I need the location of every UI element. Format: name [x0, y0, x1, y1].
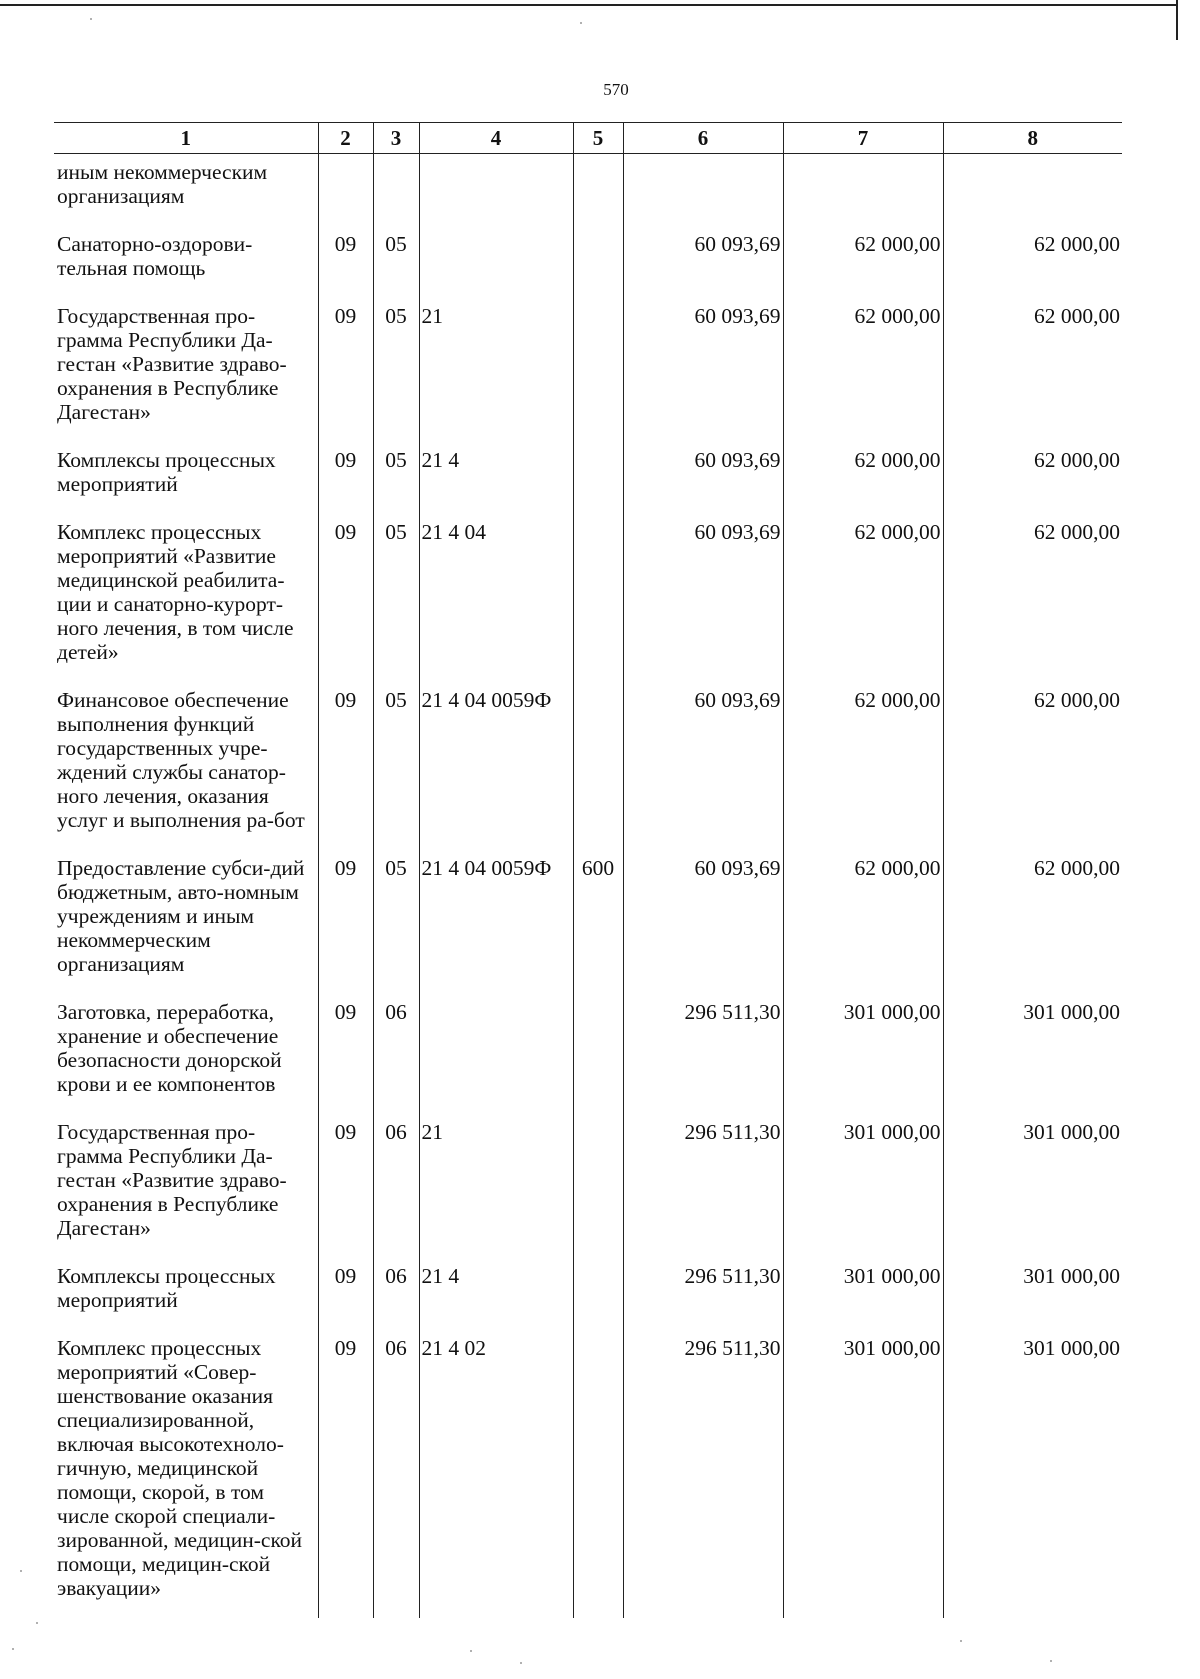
scan-speck: [470, 1650, 472, 1652]
column-header-2: 2: [318, 123, 373, 154]
page-number: 570: [603, 80, 629, 99]
cell-subsection: 05: [373, 222, 419, 294]
cell-amount-7: 62 000,00: [783, 678, 943, 846]
table-header: [54, 123, 1122, 154]
cell-subsection: 05: [373, 510, 419, 678]
cell-subsection: [373, 154, 419, 223]
table-row: [54, 154, 1122, 223]
cell-subsection: 06: [373, 1254, 419, 1326]
cell-amount-6: [623, 154, 783, 223]
row-title: Государственная про-грамма Республики Да-гестан «Развитие здраво-охранения в Республике Дагестан»: [57, 1120, 287, 1240]
cell-amount-8: 301 000,00: [943, 1326, 1122, 1618]
column-header-3: 3: [373, 123, 419, 154]
scan-speck: [960, 1640, 962, 1642]
scan-speck: [1050, 1660, 1052, 1662]
cell-subsection: 05: [373, 438, 419, 510]
cell-section: 09: [318, 222, 373, 294]
cell-section: 09: [318, 1110, 373, 1254]
table-row: [54, 294, 1122, 438]
row-title: Комплекс процессных мероприятий «Совер-шенствование оказания специализированной, включая высокотехноло-гичную, медицинской помощи, скорой, в том числе скорой специали-зированной, медицин-ской помощи, медицин-ской эвакуации»: [57, 1336, 303, 1600]
cell-target-code: 21 4: [419, 1254, 573, 1326]
scan-speck: [20, 1570, 22, 1572]
cell-section: [318, 154, 373, 223]
scan-edge-right: [1176, 0, 1178, 40]
cell-amount-6: 296 511,30: [623, 1326, 783, 1618]
cell-target-code: [419, 222, 573, 294]
scan-speck: [520, 1662, 522, 1664]
cell-amount-6: 296 511,30: [623, 1254, 783, 1326]
table-row: [54, 1110, 1122, 1254]
cell-expense-type: 600: [573, 846, 623, 990]
cell-amount-7: 62 000,00: [783, 846, 943, 990]
cell-amount-7: 62 000,00: [783, 438, 943, 510]
column-header-5: 5: [573, 123, 623, 154]
cell-target-code: 21 4 04 0059Ф: [419, 846, 573, 990]
cell-amount-8: [943, 154, 1122, 223]
cell-target-code: [419, 154, 573, 223]
table-row: [54, 1326, 1122, 1618]
table-row: [54, 678, 1122, 846]
cell-amount-7: 301 000,00: [783, 1110, 943, 1254]
cell-section: 09: [318, 438, 373, 510]
cell-amount-8: 62 000,00: [943, 678, 1122, 846]
column-header-6: 6: [623, 123, 783, 154]
cell-amount-7: 301 000,00: [783, 1326, 943, 1618]
cell-subsection: 05: [373, 678, 419, 846]
cell-section: 09: [318, 990, 373, 1110]
row-title: Санаторно-оздорови-тельная помощь: [57, 232, 253, 280]
cell-amount-6: 296 511,30: [623, 990, 783, 1110]
table-row: [54, 510, 1122, 678]
cell-amount-6: 60 093,69: [623, 846, 783, 990]
cell-amount-8: 62 000,00: [943, 438, 1122, 510]
cell-expense-type: [573, 1254, 623, 1326]
cell-subsection: 06: [373, 990, 419, 1110]
cell-subsection: 05: [373, 294, 419, 438]
cell-expense-type: [573, 1110, 623, 1254]
table-row: [54, 990, 1122, 1110]
cell-amount-8: 301 000,00: [943, 1254, 1122, 1326]
row-title: Комплексы процессных мероприятий: [57, 448, 276, 496]
cell-expense-type: [573, 1326, 623, 1618]
cell-amount-7: 301 000,00: [783, 1254, 943, 1326]
cell-amount-8: 62 000,00: [943, 294, 1122, 438]
table-row: [54, 438, 1122, 510]
scan-speck: [36, 1622, 38, 1624]
table-row: [54, 846, 1122, 990]
cell-target-code: 21: [419, 294, 573, 438]
cell-expense-type: [573, 222, 623, 294]
cell-target-code: [419, 990, 573, 1110]
cell-expense-type: [573, 678, 623, 846]
cell-target-code: 21 4: [419, 438, 573, 510]
scan-speck: [580, 22, 582, 24]
row-title: иным некоммерческим организациям: [57, 160, 268, 208]
row-title: Заготовка, переработка, хранение и обеспечение безопасности донорской крови и ее компонентов: [57, 1000, 282, 1096]
column-header-1: 1: [54, 123, 318, 154]
cell-section: 09: [318, 1326, 373, 1618]
cell-target-code: 21 4 04 0059Ф: [419, 678, 573, 846]
cell-subsection: 06: [373, 1110, 419, 1254]
row-title: Финансовое обеспечение выполнения функций государственных учре-ждений службы санатор-ного лечения, оказания услуг и выполнения ра-бот: [57, 688, 305, 832]
cell-section: 09: [318, 1254, 373, 1326]
cell-amount-6: 60 093,69: [623, 222, 783, 294]
cell-amount-7: 301 000,00: [783, 990, 943, 1110]
cell-amount-7: 62 000,00: [783, 222, 943, 294]
cell-amount-8: 62 000,00: [943, 222, 1122, 294]
row-title: Предоставление субси-дий бюджетным, авто-номным учреждениям и иным некоммерческим организациям: [57, 856, 305, 976]
scan-speck: [90, 18, 92, 20]
cell-section: 09: [318, 510, 373, 678]
cell-expense-type: [573, 990, 623, 1110]
cell-amount-6: 60 093,69: [623, 678, 783, 846]
row-title: Государственная про-грамма Республики Да-гестан «Развитие здраво-охранения в Республике Дагестан»: [57, 304, 287, 424]
row-title: Комплекс процессных мероприятий «Развитие медицинской реабилита-ции и санаторно-курорт-ного лечения, в том числе детей»: [57, 520, 294, 664]
budget-table: [54, 122, 1122, 1618]
cell-subsection: 06: [373, 1326, 419, 1618]
table-body: [54, 154, 1122, 1619]
table-row: [54, 222, 1122, 294]
scan-speck: [12, 1648, 14, 1650]
row-title: Комплексы процессных мероприятий: [57, 1264, 276, 1312]
cell-amount-8: 301 000,00: [943, 1110, 1122, 1254]
header-row: [54, 123, 1122, 154]
cell-section: 09: [318, 678, 373, 846]
table-row: [54, 1254, 1122, 1326]
cell-subsection: 05: [373, 846, 419, 990]
scan-edge-top: [0, 4, 1176, 6]
cell-amount-6: 60 093,69: [623, 294, 783, 438]
cell-amount-7: [783, 154, 943, 223]
cell-amount-6: 60 093,69: [623, 510, 783, 678]
cell-expense-type: [573, 510, 623, 678]
cell-amount-8: 62 000,00: [943, 846, 1122, 990]
cell-expense-type: [573, 294, 623, 438]
cell-section: 09: [318, 846, 373, 990]
cell-amount-6: 60 093,69: [623, 438, 783, 510]
cell-amount-8: 62 000,00: [943, 510, 1122, 678]
cell-section: 09: [318, 294, 373, 438]
cell-expense-type: [573, 438, 623, 510]
column-header-8: 8: [943, 123, 1122, 154]
cell-amount-7: 62 000,00: [783, 510, 943, 678]
cell-target-code: 21 4 04: [419, 510, 573, 678]
column-header-7: 7: [783, 123, 943, 154]
cell-target-code: 21 4 02: [419, 1326, 573, 1618]
cell-target-code: 21: [419, 1110, 573, 1254]
cell-expense-type: [573, 154, 623, 223]
cell-amount-6: 296 511,30: [623, 1110, 783, 1254]
cell-amount-8: 301 000,00: [943, 990, 1122, 1110]
cell-amount-7: 62 000,00: [783, 294, 943, 438]
column-header-4: 4: [419, 123, 573, 154]
